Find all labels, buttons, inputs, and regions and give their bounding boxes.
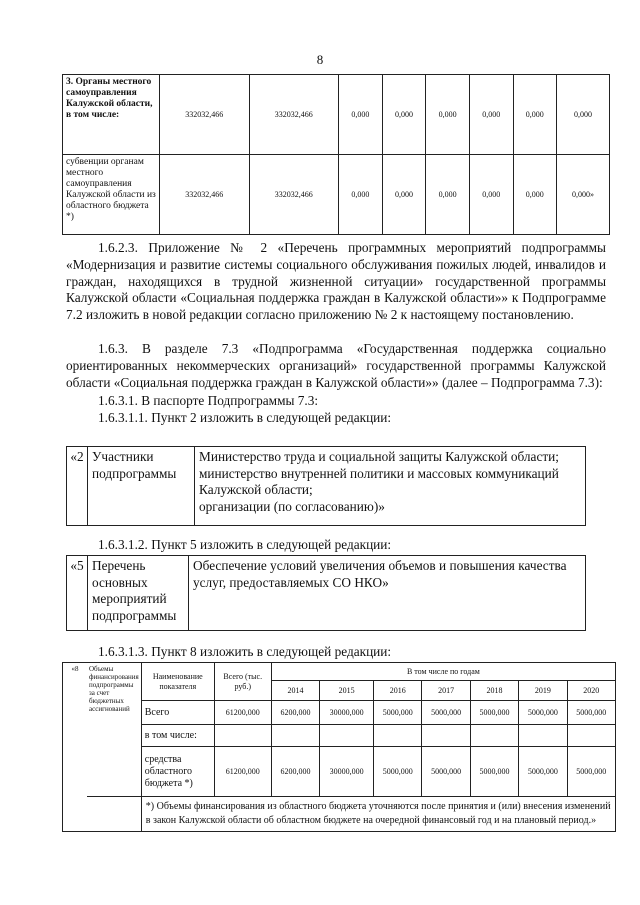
cell: 0,000 [339, 155, 383, 235]
cell: 332032,466 [249, 75, 339, 155]
table-row [63, 725, 616, 747]
passport-item-5 [66, 555, 586, 631]
item-label: Перечень основных мероприятий подпрограммы [88, 556, 189, 631]
cell: 0,000 [469, 155, 513, 235]
cell: 0,000 [382, 75, 426, 155]
paragraph-1-6-3-1-2: 1.6.3.1.2. Пункт 5 изложить в следующей редакции: [98, 537, 392, 552]
paragraph-1-6-2-3: 1.6.2.3. Приложение № 2 «Перечень программных мероприятий подпрограммы «Модернизация и развитие системы социального обслуживания пожилых людей, инвалидов и граждан, находящихся в трудной жизненной ситуации» государственной программы Калужской области «Социальная поддержка граждан в Калужской области»» к Подпрограмме 7.2 изложить в новой редакции согласно приложению № 2 к настоящему постановлению. [66, 240, 606, 323]
financing-table [62, 662, 616, 832]
table-row [63, 797, 616, 832]
cell: 5000,000 [374, 701, 422, 725]
paragraph-1-6-3-1: 1.6.3.1. В паспорте Подпрограммы 7.3: [98, 393, 319, 408]
item-label: Участники подпрограммы [88, 447, 195, 526]
item-prefix: «2 [67, 447, 88, 526]
cell: 5000,000 [519, 747, 567, 797]
item-label: Объемы финансирования подпрограммы за счет бюджетных ассигнований [87, 663, 141, 797]
paragraph-1-6-3-1-1: 1.6.3.1.1. Пункт 2 изложить в следующей редакции: [98, 410, 392, 425]
table-row [63, 75, 610, 155]
cell: 30000,000 [320, 747, 374, 797]
paragraph-1-6-3-1-3: 1.6.3.1.3. Пункт 8 изложить в следующей редакции: [98, 644, 392, 659]
year-header: 2015 [320, 681, 374, 701]
cell: 0,000 [557, 75, 610, 155]
cell: 5000,000 [422, 747, 470, 797]
cell: 5000,000 [470, 747, 518, 797]
cell: 332032,466 [249, 155, 339, 235]
row-label: субвенции органам местного самоуправления Калужской области из областного бюджета *) [63, 155, 160, 235]
year-header: 2020 [567, 681, 615, 701]
cell: 0,000 [469, 75, 513, 155]
col-years-header: В том числе по годам [271, 663, 615, 681]
cell: 5000,000 [374, 747, 422, 797]
cell: 5000,000 [567, 747, 615, 797]
item-line: Министерство труда и социальной защиты Калужской области; [199, 449, 559, 464]
cell: 61200,000 [214, 747, 271, 797]
table-row [63, 701, 616, 725]
item-prefix: «5 [67, 556, 88, 631]
item-line: организации (по согласованию)» [199, 498, 385, 514]
cell: 5000,000 [519, 701, 567, 725]
item-line: министерство внутренней политики и массовых коммуникаций Калужской области; [199, 465, 559, 497]
cell: 6200,000 [271, 747, 319, 797]
year-header: 2019 [519, 681, 567, 701]
cell: 0,000 [426, 75, 470, 155]
cell: 5000,000 [567, 701, 615, 725]
table-row [63, 155, 610, 235]
paragraph-1-6-3: 1.6.3. В разделе 7.3 «Подпрограмма «Государственная поддержка социально ориентированных некоммерческих организаций» государственной программы Калужской области «Социальная поддержка граждан в Калужской области»» (далее – Подпрограмма 7.3): [66, 341, 606, 390]
year-header: 2018 [470, 681, 518, 701]
cell: 6200,000 [271, 701, 319, 725]
table-row [63, 747, 616, 797]
row-name: Всего [141, 701, 214, 725]
col-total-header: Всего (тыс. руб.) [214, 663, 271, 701]
year-header: 2016 [374, 681, 422, 701]
row-name: средства областного бюджета *) [141, 747, 214, 797]
page-number: 8 [316, 52, 324, 67]
item-content [195, 447, 586, 526]
cell: 5000,000 [470, 701, 518, 725]
row-name: в том числе: [141, 725, 214, 747]
cell: 30000,000 [320, 701, 374, 725]
cell: 0,000 [513, 155, 557, 235]
footnote: *) Объемы финансирования из областного бюджета уточняются после принятия и (или) внесения изменений в закон Калужской области об областном бюджете на очередной финансовый год и на плановый период.» [141, 797, 615, 832]
cell: 0,000 [513, 75, 557, 155]
row-label: 3. Органы местного самоуправления Калужской области, в том числе: [63, 75, 160, 155]
cell: 0,000 [426, 155, 470, 235]
item-prefix: «8 [63, 663, 88, 832]
year-header: 2017 [422, 681, 470, 701]
cell: 332032,466 [160, 155, 250, 235]
item-content: Обеспечение условий увеличения объемов и повышения качества услуг, предоставляемых СО НКО» [189, 556, 586, 631]
cell: 0,000» [557, 155, 610, 235]
budget-table-top [62, 74, 610, 235]
year-header: 2014 [271, 681, 319, 701]
cell: 61200,000 [214, 701, 271, 725]
cell: 332032,466 [160, 75, 250, 155]
col-name-header: Наименование показателя [141, 663, 214, 701]
cell: 0,000 [339, 75, 383, 155]
cell: 0,000 [382, 155, 426, 235]
cell: 5000,000 [422, 701, 470, 725]
passport-item-2 [66, 446, 586, 526]
